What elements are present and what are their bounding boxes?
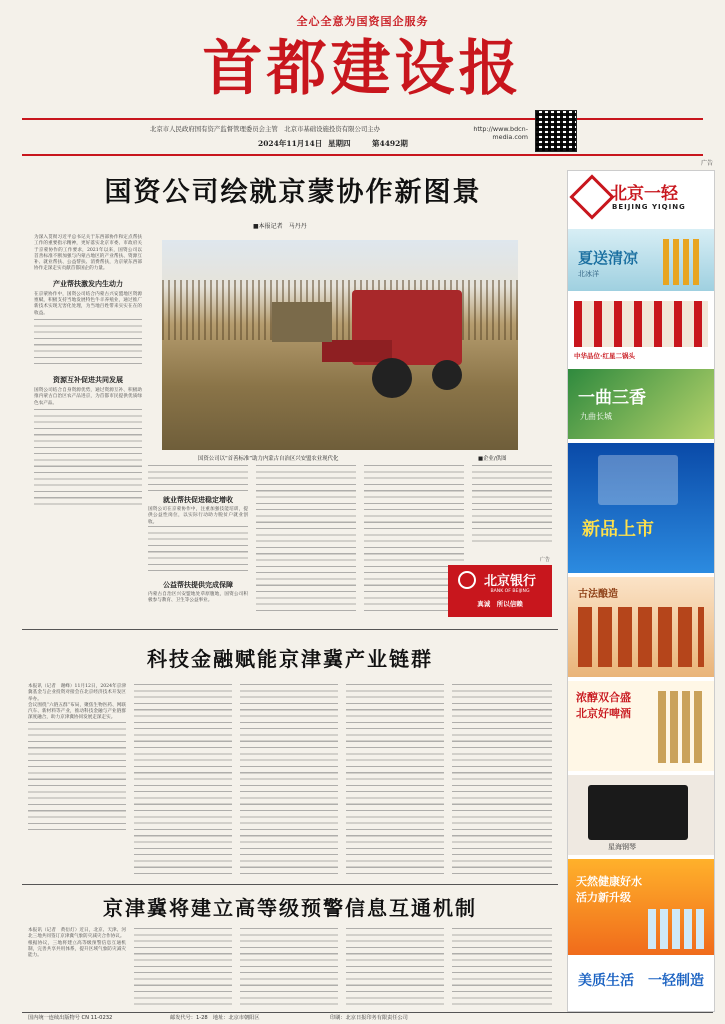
masthead-top-rule [22, 118, 703, 120]
piano-icon [588, 785, 688, 840]
ad-label: 广告 [700, 160, 713, 167]
footer-right: 印刷：北京日报印务有限责任公司 [330, 1015, 408, 1021]
masthead-bottom-rule [22, 154, 703, 156]
ad-2-title: 夏送清凉 [578, 249, 639, 267]
ad-4-title: 一曲三香 [578, 388, 646, 408]
yiqing-logo-icon [569, 174, 614, 219]
ad-hongxing[interactable] [568, 295, 714, 365]
article-1-column-2 [148, 465, 248, 620]
article-1-column-5 [472, 465, 552, 543]
bank-tagline: 真诚 所以信赖 [477, 600, 523, 608]
section-3-text: 国资公司在京蒙协作中，注重加强技能培训，提供公益性岗位，以实际行动助力脱贫户就业创收。 [148, 507, 248, 525]
footer-middle: 邮发代号：1-28 地址：北京市朝阳区 [170, 1015, 260, 1021]
article-1-left-column [34, 235, 142, 625]
photo-caption: 国资公司以“首善标准”助力内蒙古自治区兴安盟农业现代化 [198, 456, 339, 462]
ad-1-title: 北京一轻 [610, 184, 678, 204]
bank-logo-icon [458, 571, 476, 589]
ad-jiuqu[interactable] [568, 369, 714, 439]
article-2-headline: 科技金融赋能京津冀产业链群 [147, 647, 433, 671]
article-1-headline: 国资公司绘就京蒙协作新图景 [104, 177, 482, 208]
photo-credit: ■企业/供图 [478, 456, 507, 462]
article-2-column-1 [28, 684, 126, 879]
ad-9-subtitle: 活力新升级 [576, 891, 631, 904]
ad-7-title: 浓醇双合盛 [576, 691, 631, 704]
section-2-text: 国资公司结合自身资源优势，通过资源互补、积极助推内蒙古自治区农产品进京，为首都市民提供优质绿色农产品。 [34, 387, 142, 406]
article-3-lead: 本报讯（记者 黄衍灯）近日，北京、天津、河北三地共同签订京津冀气象防灾减灾合作协议。 [28, 928, 126, 940]
ad-5-title: 新品上市 [582, 519, 654, 540]
article-3-headline: 京津冀将建立高等级预警信息互通机制 [103, 896, 477, 920]
product-jars-icon [578, 607, 704, 667]
bank-name-en: BANK OF BEIJING [490, 589, 530, 594]
masthead [0, 0, 725, 167]
grain-truck [272, 302, 332, 342]
article-1-intro: 为深入贯彻习近平总书记关于东西部协作和定点帮扶工作的重要指示精神，更好落实北京市委、市政府关于京蒙协作的工作要求，2021年以来，国资公司以首善标准不断加强与内蒙古地区的产业帮扶、资源互补、就业帮扶、公益帮扶、消费帮扶，为京蒙东西部协作走深走实贡献首都国企的力量。 [34, 235, 142, 272]
article-2-body: 会议围绕“六链五群”布局，聚焦生物医药、网联汽车、新材料等产业，推动科技金融与产业链群深度融合，助力京津冀协同发展走深走实。 [28, 702, 126, 721]
divider-1 [22, 629, 558, 630]
ad-8-title: 星海钢琴 [608, 843, 636, 851]
issue-number: 第4492期 [372, 139, 408, 148]
website: http://www.bdcn-media.com [473, 125, 528, 141]
weekday: 星期四 [328, 139, 351, 148]
ad-2-subtitle: 北冰洋 [578, 270, 599, 278]
bank-ad-label: 广告 [539, 557, 550, 563]
ad-4-subtitle: 九曲长城 [580, 412, 612, 421]
product-box-icon [598, 455, 678, 505]
article-1-column-3 [256, 465, 356, 615]
article-2 [22, 632, 558, 884]
newspaper-title: 首都建设报 [202, 34, 523, 104]
article-2-column-5 [452, 684, 552, 874]
harvest-photo [162, 240, 518, 450]
sponsor-line: 北京市人民政府国有资产监督管理委员会主管 北京市基础设施投资有限公司主办 [150, 125, 381, 133]
ad-water[interactable] [568, 859, 714, 955]
slogan: 全心全意为国资国企服务 [296, 15, 429, 28]
section-2-title: 资源互补促进共同发展 [53, 375, 123, 384]
article-1 [28, 165, 558, 625]
section-4-text: 内蒙古自治区兴安盟地处草原腹地，国资公司积极参与教育、卫生等公益事业。 [148, 591, 248, 604]
article-3-column-2 [134, 928, 232, 1006]
right-footer-slogan: 美质生活 一轻制造 [578, 973, 704, 989]
ad-beibingyang[interactable] [568, 229, 714, 291]
ad-3-title: 中华品位·红星二锅头 [574, 352, 635, 360]
ad-new-product[interactable] [568, 443, 714, 573]
bank-name: 北京银行 [483, 574, 536, 589]
article-2-column-3 [240, 684, 338, 874]
section-4-title: 公益帮扶提供完成保障 [163, 580, 233, 589]
ad-xinghai-piano[interactable] [568, 775, 714, 855]
article-3-body: 根据协议，三地将建立高等级预警信息互通机制，完善共享共用体系，提升区域气象防灾减灾能力。 [28, 940, 126, 959]
date: 2024年11月14日 [258, 139, 323, 148]
beer-bottles-icon [658, 691, 706, 763]
section-1-text: 在京蒙协作中，国资公司结合内蒙古兴安盟地区资源禀赋，积极支持当地发展特色牛羊养殖业，通过推广新技术实现无害化处理，为当地百姓带来实实在在的收益。 [34, 291, 142, 316]
water-bottles-icon [648, 909, 708, 949]
footer-rule [22, 1012, 713, 1013]
liquor-bottles-icon [574, 301, 708, 347]
article-3-column-5 [452, 928, 552, 1006]
article-2-column-2 [134, 684, 232, 874]
bank-ad[interactable] [448, 557, 552, 617]
right-ad-column [567, 170, 715, 1012]
section-3-title: 就业帮扶促进稳定增收 [163, 496, 233, 504]
ad-7-subtitle: 北京好啤酒 [576, 707, 631, 720]
article-1-byline: ■本报记者 马丹丹 [253, 223, 307, 230]
article-2-lead: 本报讯（记者 谢峰）11月12日，2024年京津冀基金与企业投资对接会在北京经济技术开发区举办。 [28, 684, 126, 702]
section-1-title: 产业帮扶激发内生动力 [53, 279, 123, 288]
ad-6-title: 古法酿造 [578, 589, 618, 600]
qr-code [535, 110, 577, 152]
footer-left: 国内统一连续出版物号 CN 11-0232 [28, 1015, 113, 1021]
bottles-icon [663, 239, 703, 285]
ad-9-title: 天然健康好水 [576, 875, 642, 888]
article-3 [22, 886, 558, 1010]
ad-beijing-yiqing[interactable] [568, 171, 714, 223]
article-3-column-3 [240, 928, 338, 1006]
article-3-column-1 [28, 928, 126, 1008]
article-3-column-4 [346, 928, 444, 1006]
divider-2 [22, 884, 558, 885]
article-2-column-4 [346, 684, 444, 874]
ad-shuanghesheng[interactable] [568, 681, 714, 771]
ad-1-subtitle: BEIJING YIQING [612, 203, 686, 211]
ad-guyu[interactable] [568, 577, 714, 677]
